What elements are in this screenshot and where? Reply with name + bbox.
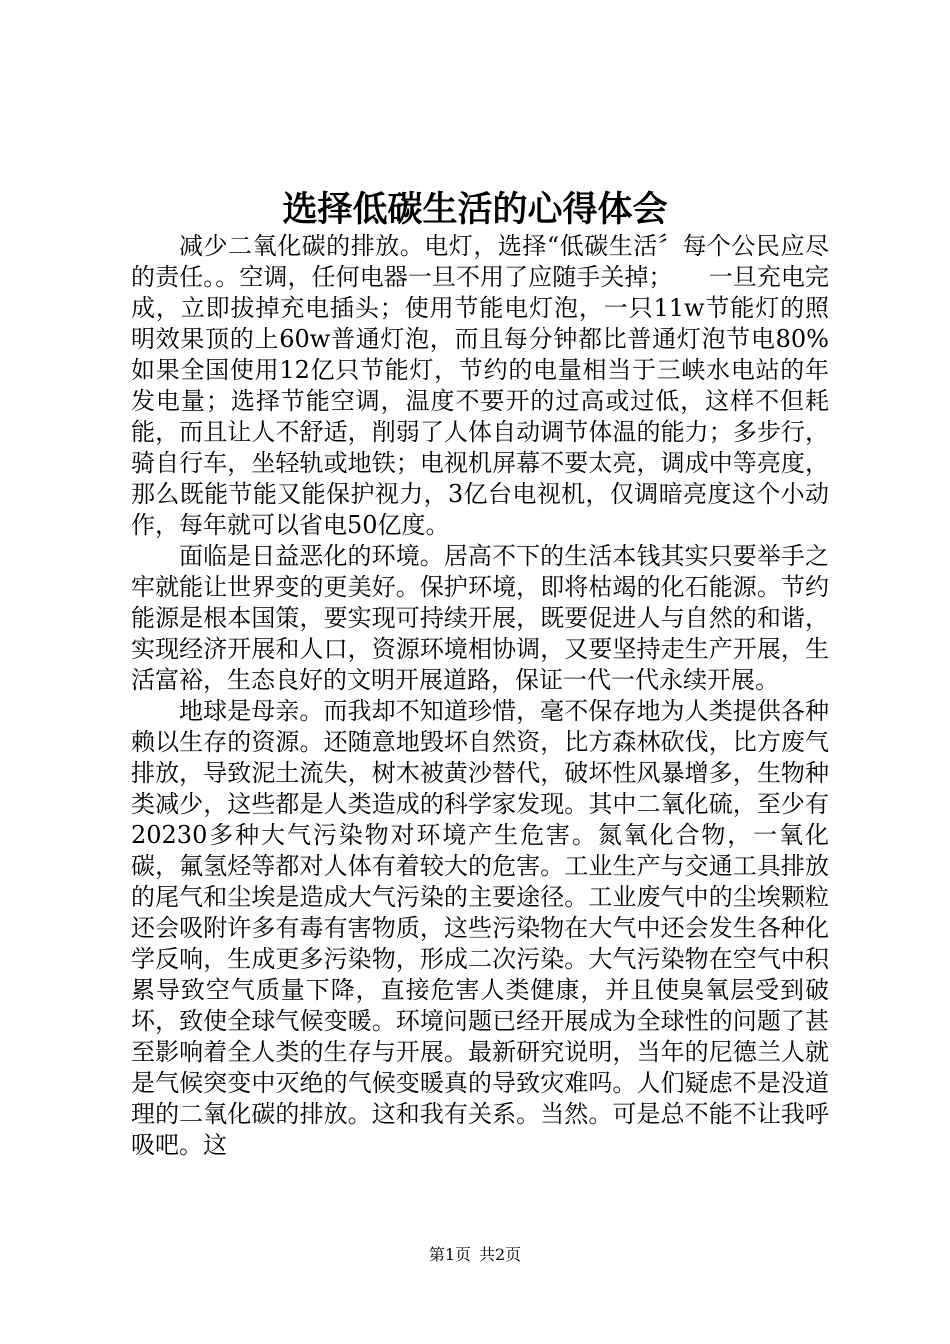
paragraph-1: 减少二氧化碳的排放。电灯，选择“低碳生活〞每个公民应尽的责任。。空调，任何电器一旦不用了应随手关掉； 一旦充电完成，立即拔掉充电插头；使用节能电灯泡，一只11w节能灯的照明效果顶的上60w普通灯泡，而且每分钟都比普通灯泡节电80%如果全国使用12亿只节能灯，节约的电量相当于三峡水电站的年发电量；选择节能空调，温度不要开的过高或过低，这样不但耗能，而且让人不舒适，削弱了人体自动调节体温的能力；多步行，骑自行车，坐轻轨或地铁；电视机屏幕不要太亮，调成中等亮度，那么既能节能又能保护视力，3亿台电视机，仅调暗亮度这个小动作，每年就可以省电50亿度。 bbox=[131, 232, 829, 539]
page-footer bbox=[0, 1244, 950, 1266]
page-number-total: 共2页 bbox=[479, 1245, 522, 1264]
paragraph-3: 地球是母亲。而我却不知道珍惜，毫不保存地为人类提供各种赖以生存的资源。还随意地毁坏自然资，比方森林砍伐，比方废气排放，导致泥土流失，树木被黄沙替代，破坏性风暴增多，生物种类减少，这些都是人类造成的科学家发现。其中二氧化硫，至少有20230多种大气污染物对环境产生危害。氮氧化合物，一氧化碳，氟氢烃等都对人体有着较大的危害。工业生产与交通工具排放的尾气和尘埃是造成大气污染的主要途径。工业废气中的尘埃颗粒还会吸附许多有毒有害物质，这些污染物在大气中还会发生各种化学反响，生成更多污染物，形成二次污染。大气污染物在空气中积累导致空气质量下降，直接危害人类健康，并且使臭氧层受到破坏，致使全球气候变暖。环境问题已经开展成为全球性的问题了甚至影响着全人类的生存与开展。最新研究说明，当年的尼德兰人就是气候突变中灭绝的气候变暖真的导致灾难吗。人们疑虑不是没道理的二氧化碳的排放。这和我有关系。当然。可是总不能不让我呼吸吧。这 bbox=[131, 697, 829, 1159]
document-title: 选择低碳生活的心得体会 bbox=[282, 189, 668, 230]
paragraph-2: 面临是日益恶化的环境。居高不下的生活本钱其实只要举手之牢就能让世界变的更美好。保护环境，即将枯竭的化石能源。节约能源是根本国策，要实现可持续开展，既要促进人与自然的和谐，实现经济开展和人口，资源环境相协调，又要坚持走生产开展，生活富裕，生态良好的文明开展道路，保证一代一代永续开展。 bbox=[131, 542, 829, 694]
page-number-current: 第1页 bbox=[428, 1245, 471, 1264]
document-body bbox=[131, 231, 829, 1161]
